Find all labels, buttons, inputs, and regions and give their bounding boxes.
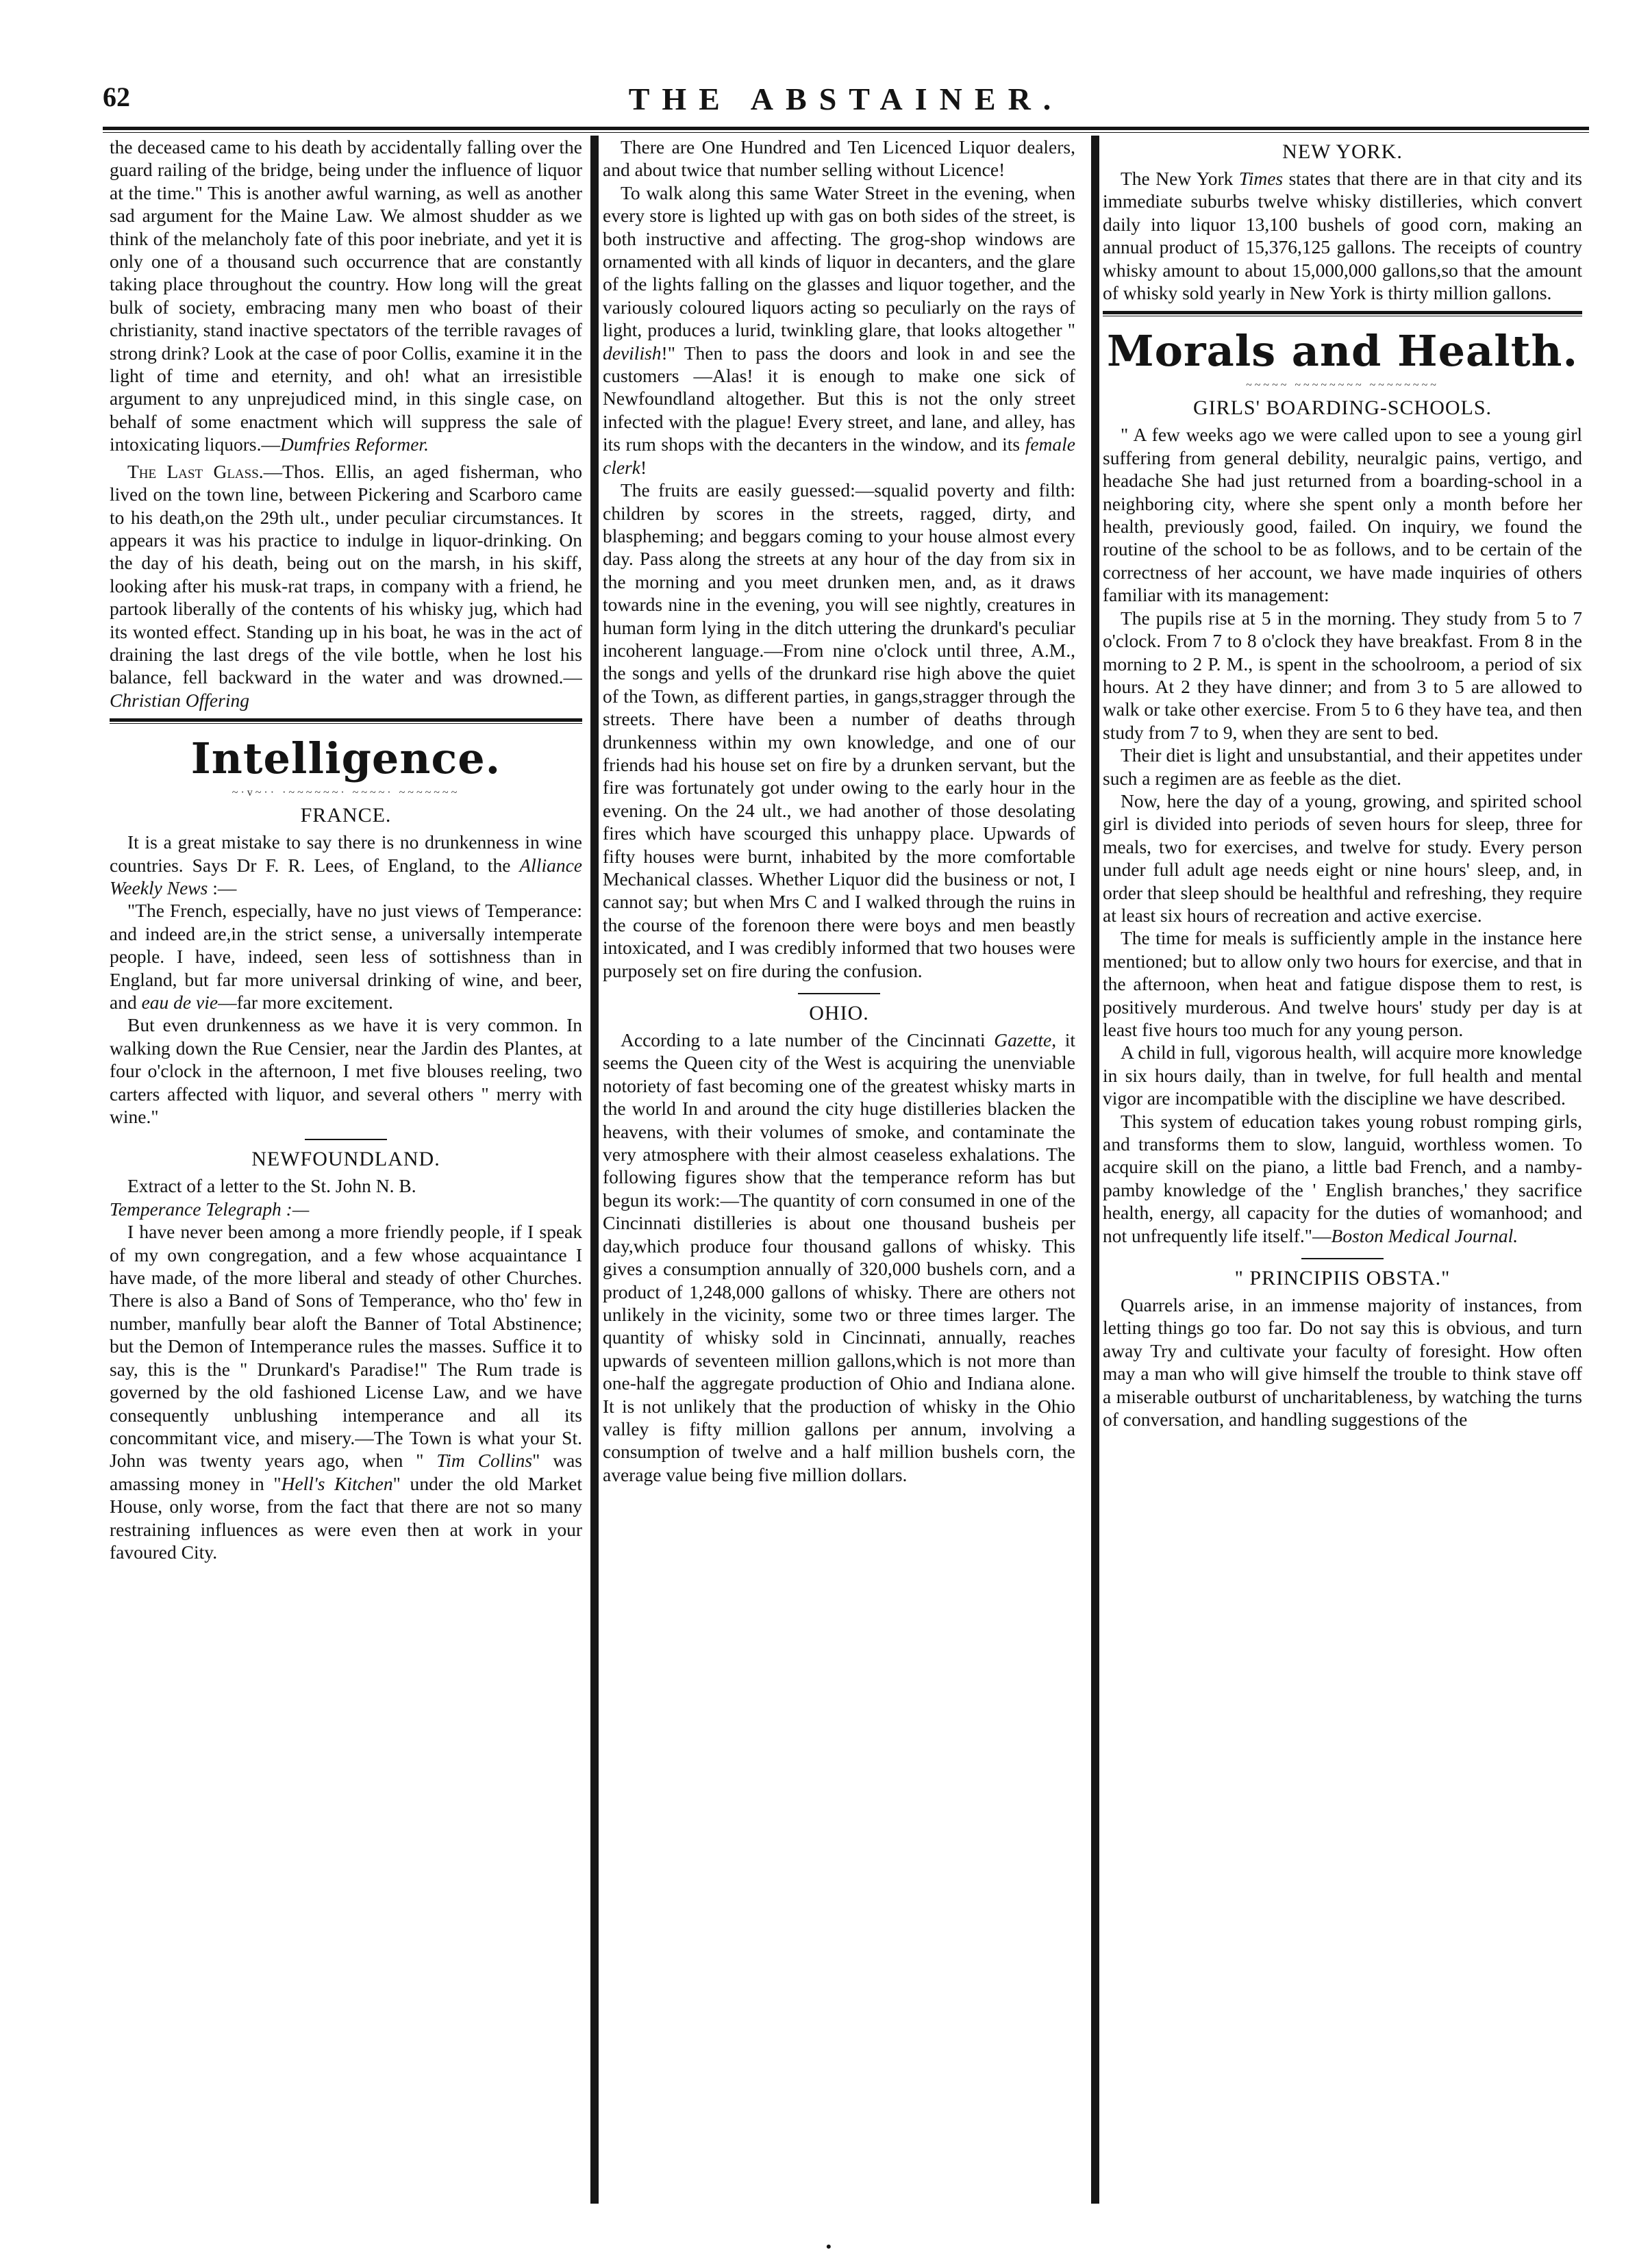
article-source: Temperance Telegraph :— xyxy=(110,1198,310,1220)
article-text: This system of education takes young robust romping girls, and transforms them to slow, languid, worthless women. To acquire skill on the piano, a little bad French, and a namby-pamby knowledge of the ' English branches,' they sacrifice health, energy, all capacity for the duties of womanhood; and not unfrequently life itself."— xyxy=(1103,1110,1582,1246)
subheading-france: FRANCE. xyxy=(300,804,392,827)
article-text: Extract of a letter to the St. John N. B. xyxy=(127,1175,416,1197)
article-text: states that there are in that city and its immediate suburbs twelve whisky distilleries, which convert daily into liquor 13,100 bushels of good corn, making an annual product of 15,376,125 gallons. The receipts of country whisky amount to about 15,000,000 gallons,so that the amount of whisky sold yearly in New York is thirty million gallons. xyxy=(1103,168,1582,304)
article-lead: The Last Glass. xyxy=(127,460,264,482)
ornamental-rule: ~·v~·· ·~~~~~~· ~~~~· ~~~~~~~ xyxy=(232,787,460,799)
subheading-ohio: OHIO. xyxy=(809,1002,869,1025)
article-text: " was amassing money in " xyxy=(110,1450,582,1494)
subheading-girls-boarding-schools: GIRLS' BOARDING-SCHOOLS. xyxy=(1192,396,1492,420)
short-rule xyxy=(305,1139,387,1140)
newfoundland-continued: The fruits are easily guessed:—squalid poverty and filth: children by scores in the streets, ragged, dirty, and blaspheming; and beggars coming to your house almost every day. Pass along the streets at any hour of the day from six in the morning and you meet drunken men, and, as it draws towards nine in the evening, you will see nightly, creatures in human form lying in the ditch uttering the drunkard's peculiar incoherent language.—From nine o'clock until three, A.M., the songs and yells of the drunkard rise high above the quiet of the Town, as different parties, in gangs,stragger through the streets. There have been a number of deaths through drunkenness within my own knowledge, and one of our friends had his house set on fire by a drunken servant, but the fire was fortunately got under owing to the early hour in the evening. On the 24 ult., we had another of those desolating fires which have scourged this unhappy place. Upwards of fifty houses were burnt, inhabited by the more comfortable Mechanical classes. Whether Liquor did the business or not, I cannot say; but when Mrs C and I walked through the ruins in the course of the forenoon there were boys and men beastly intoxicated, and I was credibly informed that two houses were purposely set on fire during the confusion. xyxy=(603,479,1075,981)
article-source: Alliance Weekly News xyxy=(110,854,582,898)
column-divider-1 xyxy=(590,136,599,2204)
newfoundland-paragraph xyxy=(110,1174,582,1220)
column-3 xyxy=(1103,136,1582,2210)
page-header xyxy=(103,81,1589,122)
section-rule xyxy=(1103,311,1582,316)
article-text: According to a late number of the Cincinnati xyxy=(621,1029,995,1051)
principiis-paragraph: Quarrels arise, in an immense majority of instances, from letting things go too far. Do not say this is obvious, and turn away Try and cultivate your faculty of foresight. How often may a man who will give himself the trouble to think stave off a miserable outburst of uncharitableness, by watching the turns of conversation, and handling suggestions of the xyxy=(1103,1294,1582,1431)
header-rule xyxy=(103,127,1589,133)
boarding-school-paragraph: Their diet is light and unsubstantial, and their appetites under such a regimen are as feeble as the diet. xyxy=(1103,744,1582,789)
boarding-school-paragraph: The time for meals is sufficiently ample in the instance here mentioned; but to allow only two hours for exercise, and that in the afternoon, when heat and fatigue dispose them to rest, is positively murderous. And twelve hours' study per day is at least five hours too much for any young person. xyxy=(1103,927,1582,1040)
article-continuation xyxy=(110,136,582,456)
section-heading-intelligence: Intelligence. xyxy=(190,733,501,784)
newfoundland-continued: There are One Hundred and Ten Licenced Liquor dealers, and about twice that number selling without Licence! xyxy=(603,136,1075,181)
new-york-paragraph xyxy=(1103,167,1582,304)
article-text: the deceased came to his death by accidentally falling over the guard railing of the bridge, being under the influence of liquor at the time." This is another awful warning, as well as another sad argument for the Maine Law. We almost shudder as we think of the melancholy fate of this poor inebriate, and yet it is only one of a thousand such occurrence that are constantly taking place throughout the country. How long will the great bulk of society, embracing many men who boast of their christianity, stand inactive spectators of the terrible ravages of strong drink? Look at the case of poor Collis, examine it in the light of time and eternity, and oh! what an irresistible argument to any unprejudiced mind, in this single case, on behalf of some enactment which will suppress the sale of intoxicating liquors.— xyxy=(110,136,582,455)
article-text: " under the old Market House, only worse, from the fact that there are not so many restraining influences as were even then at work in your favoured City. xyxy=(110,1472,582,1563)
boarding-school-paragraph xyxy=(1103,1110,1582,1247)
france-paragraph xyxy=(110,899,582,1013)
article-italic: eau de vie xyxy=(141,992,218,1013)
article-italic: female clerk xyxy=(603,433,1075,478)
article-text: To walk along this same Water Street in the evening, when every store is lighted up with gas on both sides of the street, is both instructive and affecting. The grog-shop windows are ornamented with all kinds of liquor in decanters, and the glare of the lights falling on the glasses and liquor together, and the variously coloured liquors acting so peculiarly on the rays of light, produces a lurid, twinkling glare, that looks altogether " xyxy=(603,181,1075,341)
article-italic: devilish xyxy=(603,342,662,364)
newfoundland-paragraph xyxy=(110,1220,582,1563)
subheading-principiis-obsta: " PRINCIPIIS OBSTA." xyxy=(1234,1267,1451,1290)
article-text: :— xyxy=(208,877,237,898)
article-text: —far more excitement. xyxy=(218,992,393,1013)
article-text: , it seems the Queen city of the West is acquiring the unenviable notoriety of fast becoming one of the greatest whisky marts in the world In and around the city huge distilleries blacken the heavens, with their volumes of smoke, and contaminate the very atmosphere with their almost ceaseless exhalations. The following figures show that the temperance reform has but begun its work:—The quantity of corn consumed in one of the Cincinnati distilleries is about one thousand busheis per day,which produce four thousand gallons of whisky. This gives a consumption annually of 320,000 bushels corn, and a product of 1,248,000 gallons of whisky. There are others not unlikely in the vicinity, some two or three times larger. The quantity of whisky sold in Cincinnati, annually, reaches upwards of seventeen million gallons,which is not more than one-half the aggregate production of Ohio and Indiana alone. It is not unlikely that the production of whisky in the Ohio valley is fifty million gallons per annum, involving a consumption of twelve and a half million bushels corn, the average value being five million dollars. xyxy=(603,1029,1075,1485)
boarding-school-paragraph: " A few weeks ago we were called upon to see a young girl suffering from general debility, neuralgic pains, vertigo, and headache She had just returned from a boarding-school in a neighboring city, where she spent only a month before her health, previously good, failed. On inquiry, we found the routine of the school to be as follows, and to be certain of the correctness of her account, we have made inquiries of others familiar with its management: xyxy=(1103,424,1582,606)
section-rule xyxy=(110,718,582,724)
article-text: I have never been among a more friendly people, if I speak of my own congregation, and a few whose acquaintance I have made, of the more liberal and steady of other Churches. There is also a Band of Sons of Temperance, who tho' few in number, manfully bear aloft the Banner of Total Abstinence; but the Demon of Intemperance rules the masses. Suffice it to say, this is the " Drunkard's Paradise!" The Rum trade is governed by the old fashioned License Law, and we have consequently unblushing intemperance and all its concommitant vice, and misery.—The Town is what your St. John was twenty years ago, when " xyxy=(110,1221,582,1472)
article-text: The New York xyxy=(1121,168,1239,189)
boarding-school-paragraph: The pupils rise at 5 in the morning. They study from 5 to 7 o'clock. From 7 to 8 o'clock they have breakfast. From 8 in the morning to 2 P. M., is spent in the schoolroom, a period of six hours. At 2 they have dinner; and from 3 to 5 are allowed to walk or take other exercise. From 5 to 6 they have tea, and then study from 7 to 9, when they are sent to bed. xyxy=(1103,607,1582,743)
article-italic: Times xyxy=(1238,168,1284,189)
france-paragraph: But even drunkenness as we have it is very common. In walking down the Rue Censier, near the Jardin des Plantes, at four o'clock in the afternoon, I met five blouses reeling, two carters affected with liquor, and several others " merry with wine." xyxy=(110,1014,582,1128)
article-text: —Thos. Ellis, an aged fisherman, who lived on the town line, between Pickering and Scarboro came to his death,on the 29th ult., under peculiar circumstances. It appears it was his practice to indulge in liquor-drinking. On the day of his death, being out on the marsh, in his skiff, looking after his musk-rat traps, in company with a friend, he partook liberally of the contents of his whisky jug, which had its wonted effect. Standing up in his boat, he was in the act of draining the last dregs of the vile bottle, when he lost his balance, fell backward in the water and was drowned.— xyxy=(110,460,582,688)
article-text: "The French, especially, have no just views of Temperance: and indeed are,in the strict sense, a universally intemperate people. I have, indeed, seen less of sottishness than in England, but far more universal drinking of wine, and beer, and xyxy=(110,900,582,1013)
boarding-school-paragraph: A child in full, vigorous health, will acquire more knowledge in six hours daily, than in twelve, for full health and mental vigor are incompatible with the discipline we have described. xyxy=(1103,1042,1582,1109)
column-2 xyxy=(603,136,1075,2210)
short-rule xyxy=(1301,1258,1384,1259)
article-text: It is a great mistake to say there is no drunkenness in wine countries. Says Dr F. R. Lees, of England, to the xyxy=(110,831,582,876)
ohio-paragraph xyxy=(603,1029,1075,1486)
short-rule xyxy=(798,993,880,994)
article-source: Boston Medical Journal. xyxy=(1331,1224,1518,1246)
column-1 xyxy=(110,136,582,2210)
page-mark: • xyxy=(826,2238,832,2255)
column-divider-2 xyxy=(1091,136,1099,2204)
article-italic: Gazette xyxy=(994,1029,1052,1051)
publication-title: THE ABSTAINER. xyxy=(628,81,1064,116)
ornamental-rule: ~~~~~ ~~~~~~~~ ~~~~~~~~ xyxy=(1246,379,1439,392)
article-text: !" Then to pass the doors and look in and see the customers —Alas! it is enough to make one sick of Newfoundland altogether. But this is not the only street infected with the plague! Every street, and lane, and alley, has its rum shops with the decanters in the window, and its xyxy=(603,342,1075,455)
page-number: 62 xyxy=(103,81,130,112)
newfoundland-continued xyxy=(603,181,1075,479)
boarding-school-paragraph: Now, here the day of a young, growing, and spirited school girl is divided into periods of seven hours for sleep, three for meals, two for exercises, and twelve for study. Every person under full adult age needs eight or nine hours' sleep, and, in order that sleep should be healthful and refreshing, they require at least six hours of recreation and active exercise. xyxy=(1103,790,1582,926)
article-italic: Hell's Kitchen xyxy=(281,1472,393,1494)
article-source: Christian Offering xyxy=(110,689,249,711)
article-text: ! xyxy=(640,456,647,478)
last-glass-article xyxy=(110,460,582,711)
subheading-new-york: NEW YORK. xyxy=(1282,140,1403,163)
subheading-newfoundland: NEWFOUNDLAND. xyxy=(251,1148,440,1171)
france-paragraph xyxy=(110,831,582,899)
section-heading-morals-health: Morals and Health. xyxy=(1106,326,1579,377)
article-source: Dumfries Reformer. xyxy=(280,433,429,455)
article-italic: Tim Collins xyxy=(436,1450,533,1472)
